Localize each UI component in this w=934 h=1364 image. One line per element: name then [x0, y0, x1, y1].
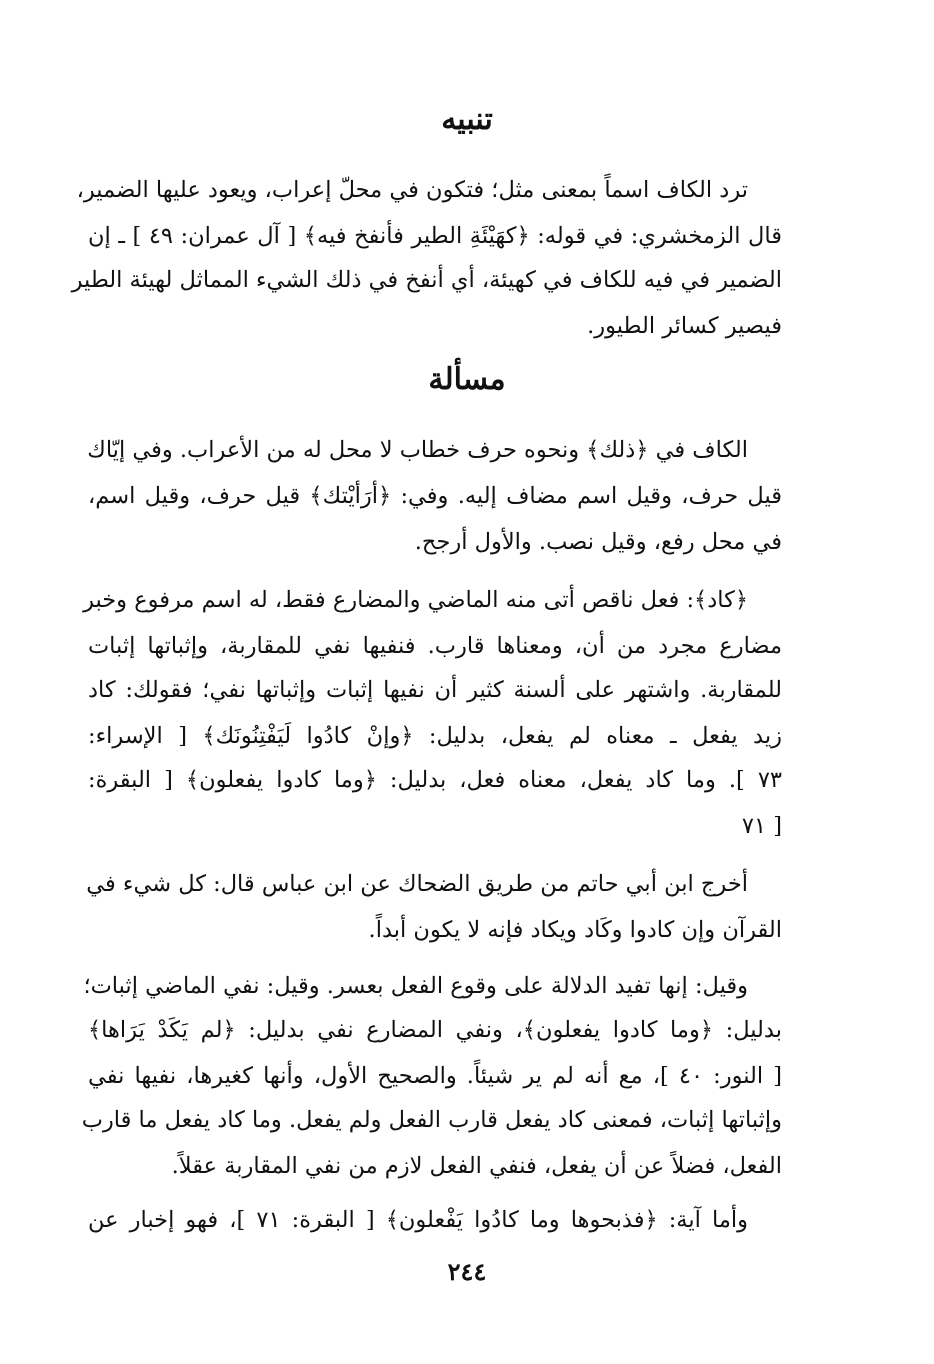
text-line: القرآن وإن كادوا وكَاد ويكاد فإنه لا يكون أبداً. [368, 917, 782, 943]
text-line: وأما آية: ﴿فذبحوها وما كادُوا يَفْعلون﴾ [ البقرة: ٧١ ]، فهو إخبار عن [88, 1207, 749, 1233]
text-line: الضمير في فيه للكاف في كهيئة، أي أنفخ في ذلك الشيء المماثل لهيئة الطير [71, 267, 782, 293]
text-line: أخرج ابن أبي حاتم من طريق الضحاك عن ابن عباس قال: كل شيء في [86, 871, 748, 897]
text-line: وقيل: إنها تفيد الدلالة على وقوع الفعل بعسر. وقيل: نفي الماضي إثبات؛ [83, 973, 748, 999]
page-number: ٢٤٤ [447, 1257, 487, 1286]
text-line: الكاف في ﴿ذلك﴾ ونحوه حرف خطاب لا محل له من الأعراب. وفي إيّاك [87, 437, 748, 463]
text-line: للمقاربة. واشتهر على ألسنة كثير أن نفيها إثبات وإثباتها نفي؛ فقولك: كاد [88, 677, 782, 703]
text-line: قال الزمخشري: في قوله: ﴿كهَيْئَةِ الطير فأنفخ فيه﴾ [ آل عمران: ٤٩ ] ـ إن [88, 223, 783, 249]
text-line: الفعل، فضلاً عن أن يفعل، فنفي الفعل لازم من نفي المقاربة عقلاً. [171, 1153, 782, 1179]
text-line: بدليل: ﴿وما كادوا يفعلون﴾، ونفي المضارع نفي بدليل: ﴿لم يَكَدْ يَرَاها﴾ [88, 1017, 782, 1043]
text-line: زيد يفعل ـ معناه لم يفعل، بدليل: ﴿وإنْ كادُوا لَيَفْتِنُونَك﴾ [ الإسراء: [88, 723, 782, 749]
heading-tanbih: تنبيه [441, 102, 493, 137]
text-line: في محل رفع، وقيل نصب. والأول أرجح. [414, 529, 782, 555]
text-line: قيل حرف، وقيل اسم مضاف إليه. وفي: ﴿أرَأيْتك﴾ قيل حرف، وقيل اسم، [88, 483, 782, 509]
heading-masala: مسألة [428, 362, 506, 397]
text-line: ٧١ ] [741, 813, 782, 839]
text-line: وإثباتها إثبات، فمعنى كاد يفعل قارب الفعل ولم يفعل. وما كاد يفعل ما قارب [81, 1107, 782, 1133]
text-line: ﴿كاد﴾: فعل ناقص أتى منه الماضي والمضارع فقط، له اسم مرفوع وخبر [83, 587, 748, 613]
text-line: ترد الكاف اسماً بمعنى مثل؛ فتكون في محلّ إعراب، ويعود عليها الضمير، [76, 177, 748, 203]
text-line: مضارع مجرد من أن، ومعناها قارب. فنفيها نفي للمقاربة، وإثباتها إثبات [88, 633, 782, 659]
text-line: ٧٣ ]. وما كاد يفعل، معناه فعل، بدليل: ﴿وما كادوا يفعلون﴾ [ البقرة: [88, 767, 782, 793]
text-line: فيصير كسائر الطيور. [587, 313, 782, 339]
text-line: [ النور: ٤٠ ]، مع أنه لم ير شيئاً. والصحيح الأول، وأنها كغيرها، نفيها نفي [88, 1063, 782, 1089]
